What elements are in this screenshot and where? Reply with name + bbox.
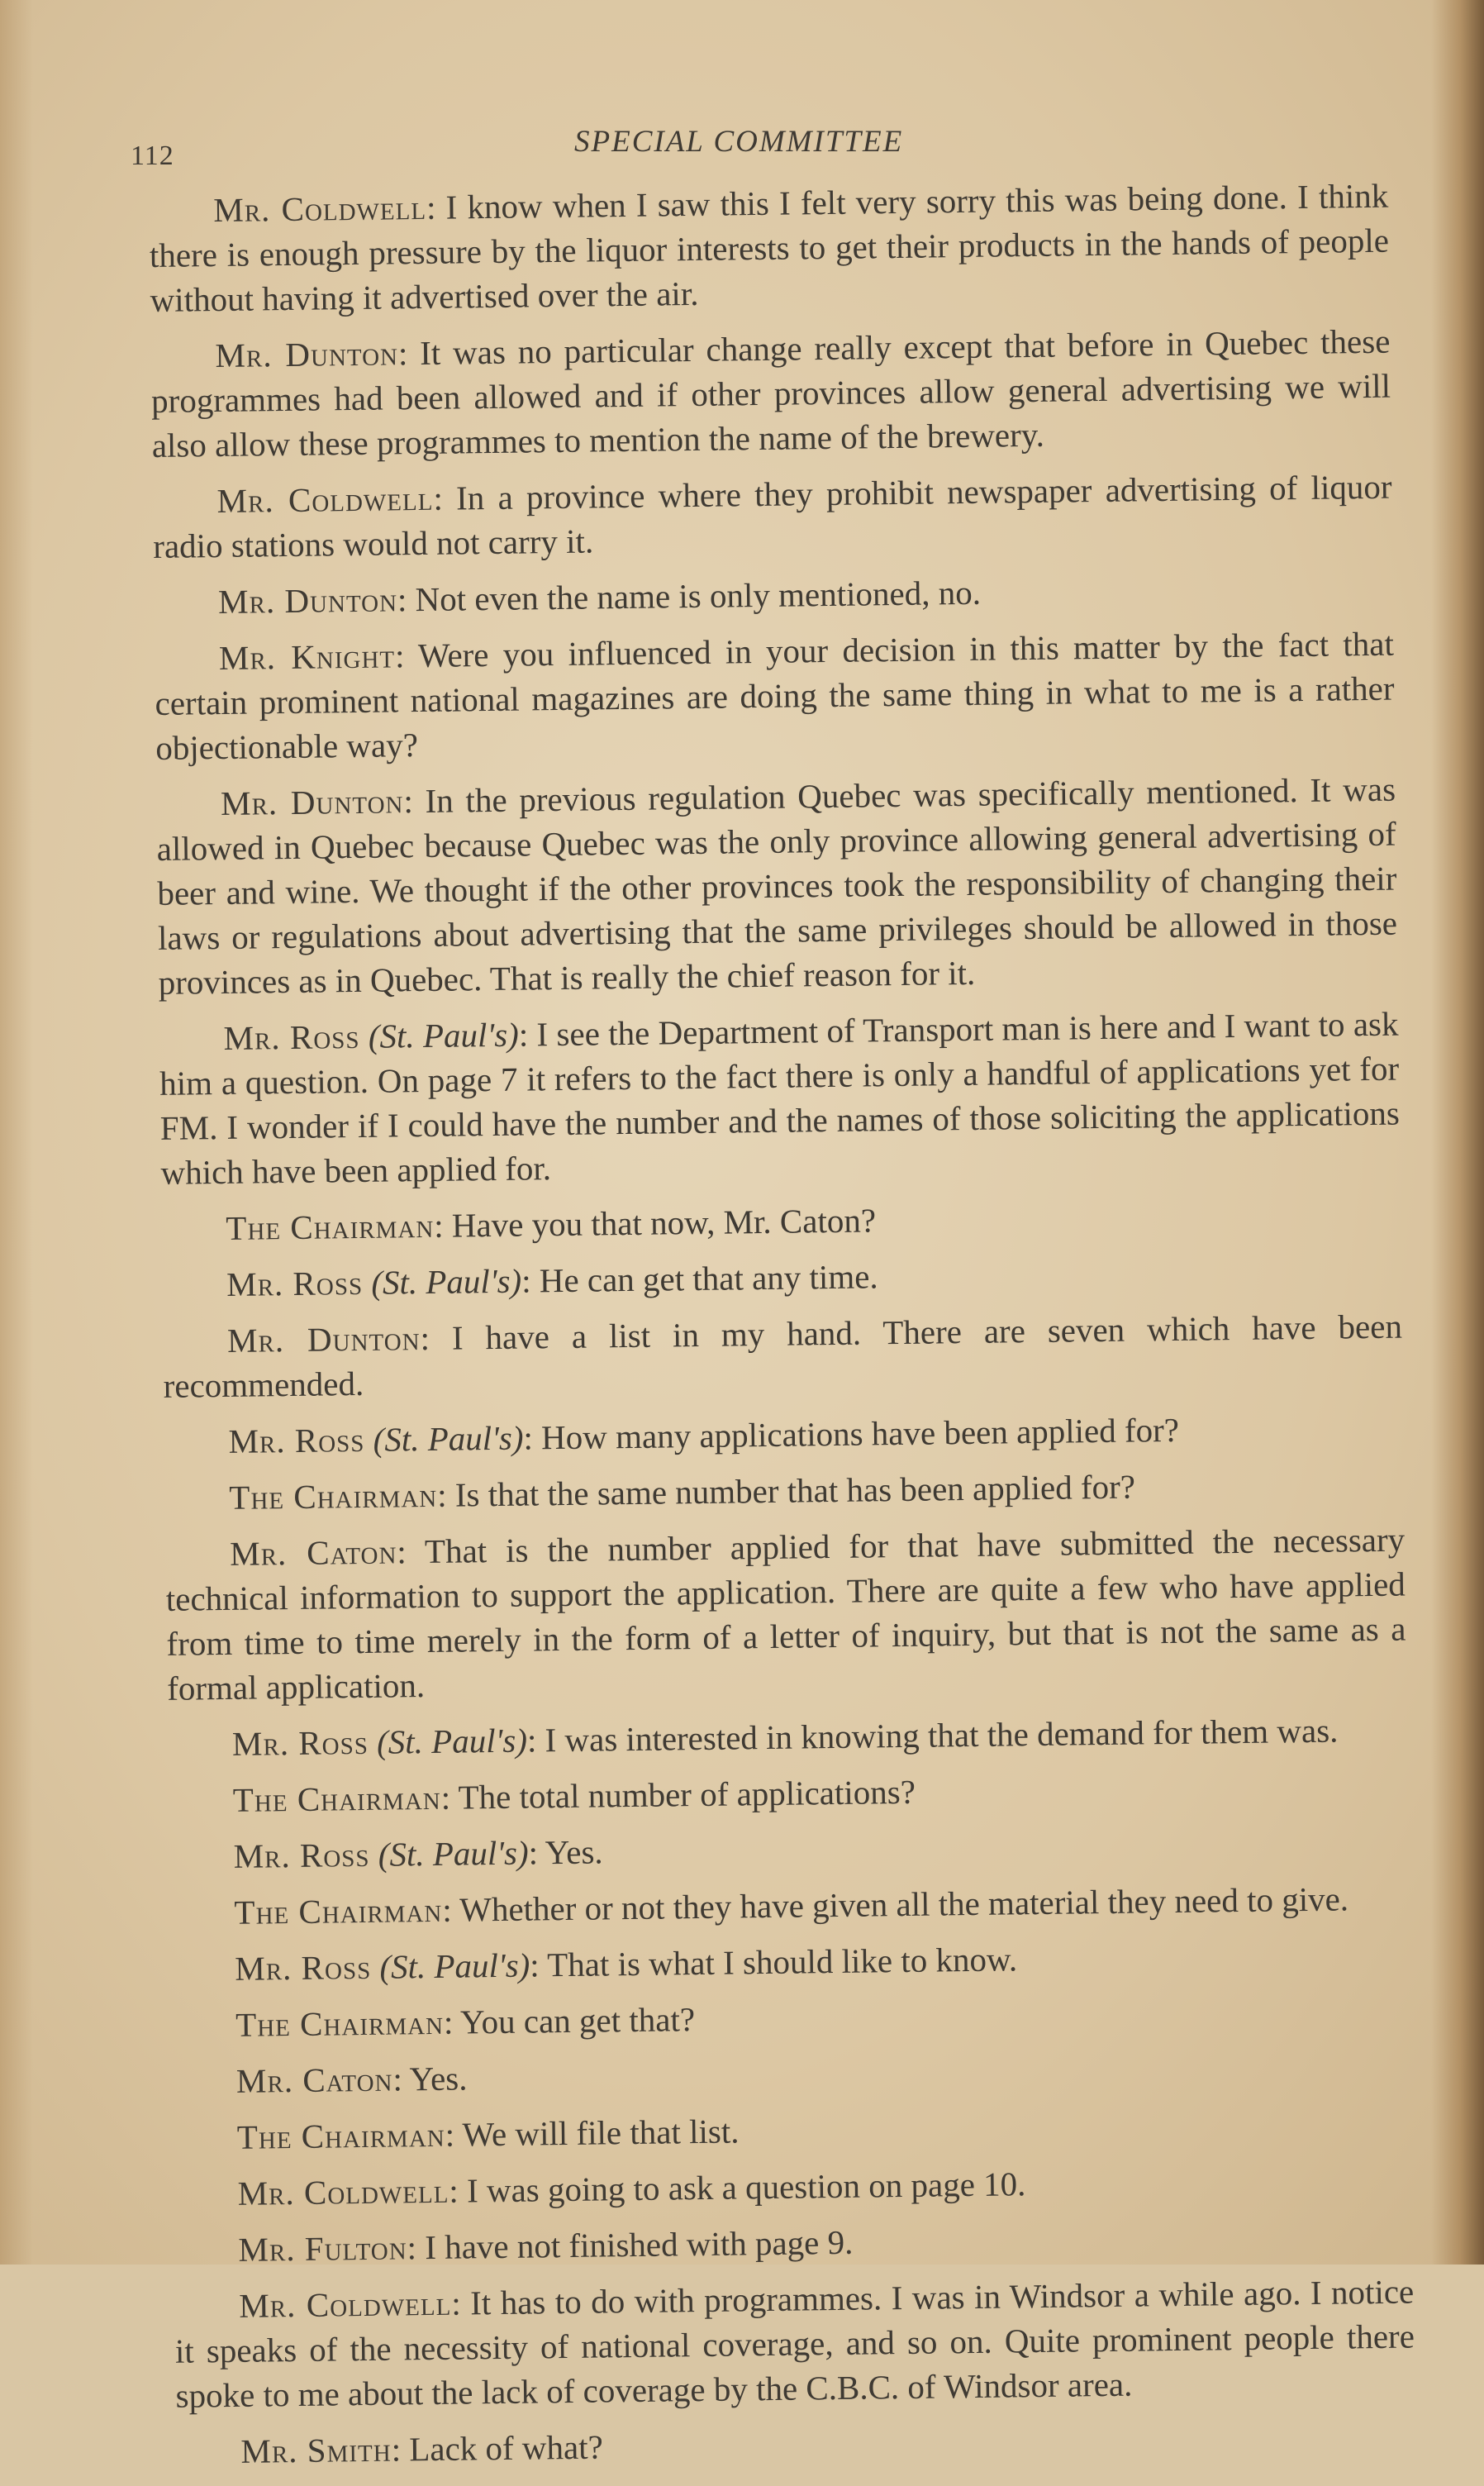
speech-text: I see the Department of Transport man is here and I want to ask him a question. On page 7 it refers to the fact there is only a handful of applications yet for FM. I wonder if I could have the number and the names of those soliciting the applications which have been applied for. <box>159 1004 1401 1192</box>
speaker-name: Mr. Coldwell <box>239 2284 452 2325</box>
speech-text: That is the number applied for that have submitted the necessary technical information to support the application. There are quite a few who have applied from time to time merely in the form of a letter of inquiry, but that is not the same as a formal application. <box>165 1520 1406 1707</box>
speaker-name: Mr. Coldwell <box>237 2171 449 2212</box>
speech-text: Were you influenced in your decision in this matter by the fact that certain prominent national magazines are doing the same thing in what to me is a rather objectionable way? <box>155 624 1395 767</box>
speaker-name: Mr. Caton <box>229 1532 397 1573</box>
speaker-name: Mr. Dunton <box>220 782 404 822</box>
transcript-paragraph: Mr. Ross (St. Paul's): He can get that any time. <box>226 1257 878 1303</box>
page-number: 112 <box>131 140 174 171</box>
speaker-name: Mr. Caton <box>235 2060 393 2100</box>
speech-text: I was going to ask a question on page 10. <box>466 2165 1026 2210</box>
speech-text: Yes. <box>545 1832 603 1872</box>
speaker-name: Mr. Ross <box>228 1420 365 1460</box>
speaker-constituency: (St. Paul's) <box>368 1015 520 1055</box>
speech-text: In a province where they prohibit newspaper advertising of liquor radio stations would not carry it. <box>153 467 1392 565</box>
transcript-paragraph: Mr. Ross (St. Paul's): I see the Department of Transport man is here and I want to ask him a question. On page 7 it refers to the fact there is only a handful of applications yet for FM. I wonder if I could have the number and the names of those soliciting the applications which have been applied for. <box>159 1004 1401 1192</box>
speaker-name: Mr. Ross <box>223 1017 360 1057</box>
transcript-paragraph: The Chairman: Whether or not they have given all the material they need to give. <box>234 1879 1349 1931</box>
transcript-paragraph: The Chairman: Have you that now, Mr. Caton? <box>226 1201 877 1247</box>
speaker-name: Mr. Dunton <box>226 1319 421 1360</box>
speaker-constituency: (St. Paul's) <box>371 1261 522 1302</box>
speaker-name: The Chairman <box>234 1890 443 1931</box>
speech-text: We will file that list. <box>462 2112 740 2154</box>
transcript-paragraph: Mr. Knight: Were you influenced in your decision in this matter by the fact that certain prominent national magazines are doing the same thing in what to me is a rather objectionable way? <box>155 624 1395 767</box>
speech-text: How many applications have been applied for? <box>540 1410 1180 1457</box>
speech-text: The total number of applications? <box>458 1772 916 1817</box>
transcript-paragraph: Mr. Ross (St. Paul's): How many applications have been applied for? <box>228 1410 1180 1460</box>
speech-text: It has to do with programmes. I was in Windsor a while ago. I notice it speaks of the necessity of national coverage, and so on. Quite prominent people there spoke to me about the lack of coverage by the C.B.C. of Windsor area. <box>174 2272 1415 2415</box>
speech-text: Whether or not they have given all the material they need to give. <box>459 1879 1349 1929</box>
transcript-paragraph: Mr. Dunton: In the previous regulation Quebec was specifically mentioned. It was allowed in Quebec because Quebec was the only province allowing general advertising of beer and wine. We thought if the other provinces took the responsibility of changing their laws or regulations about advertising that the same privileges should be allowed in those provinces as in Quebec. That is really the chief reason for it. <box>156 769 1398 1002</box>
transcript-paragraph: Mr. Coldwell: I was going to ask a question on page 10. <box>237 2165 1026 2212</box>
speaker-name: The Chairman <box>235 2003 445 2044</box>
transcript-paragraph: Mr. Coldwell: In a province where they prohibit newspaper advertising of liquor radio stations would not carry it. <box>153 467 1392 565</box>
transcript-paragraph: Mr. Coldwell: It has to do with programmes. I was in Windsor a while ago. I notice it speaks of the necessity of national coverage, and so on. Quite prominent people there spoke to me about the lack of coverage by the C.B.C. of Windsor area. <box>174 2272 1415 2415</box>
transcript-paragraph: Mr. Dunton: It was no particular change really except that before in Quebec these programmes had been allowed and if other provinces allow general advertising we will also allow these programmes to mention the name of the brewery. <box>150 321 1391 464</box>
page-edge-shadow-left <box>0 0 33 2265</box>
transcript-paragraph: Mr. Smith: Lack of what? <box>240 2427 604 2470</box>
speaker-name: Mr. Coldwell <box>216 479 434 521</box>
speech-text: I know when I saw this I felt very sorry this was being done. I think there is enough pressure by the liquor interests to get their products in the hands of people without having it advertised over the air. <box>149 176 1390 319</box>
speech-text: I have not finished with page 9. <box>425 2222 854 2267</box>
transcript-paragraph: The Chairman: You can get that? <box>235 2000 696 2044</box>
speech-text: I have a list in my hand. There are seven which have been recommended. <box>163 1307 1403 1405</box>
speaker-constituency: (St. Paul's) <box>373 1418 524 1459</box>
speaker-name: Mr. Smith <box>240 2430 392 2470</box>
speaker-name: Mr. Fulton <box>238 2228 407 2269</box>
speech-text: In the previous regulation Quebec was specifically mentioned. It was allowed in Quebec because Quebec was the only province allowing general advertising of beer and wine. We thought if the other provinces took the responsibility of changing their laws or regulations about advertising that the same privileges should be allowed in those provinces as in Quebec. That is really the chief reason for it. <box>156 769 1398 1002</box>
speech-text: Is that the same number that has been applied for? <box>454 1467 1136 1514</box>
transcript-paragraph: Mr. Ross (St. Paul's): That is what I should like to know. <box>235 1940 1018 1988</box>
page-header <box>124 124 1405 174</box>
speaker-name: Mr. Ross <box>235 1947 372 1988</box>
speech-text: Have you that now, Mr. Caton? <box>451 1201 877 1245</box>
transcript-paragraph: The Chairman: We will file that list. <box>236 2112 740 2156</box>
transcript-paragraph: The Chairman: The total number of applications? <box>232 1772 916 1819</box>
transcript-paragraph: The Chairman: Is that the same number that has been applied for? <box>229 1467 1136 1517</box>
transcript-paragraph: Mr. Fulton: I have not finished with page 9. <box>238 2222 854 2269</box>
speech-text: It was no particular change really except that before in Quebec these programmes had been allowed and if other provinces allow general advertising we will also allow these programmes to mention the name of the brewery. <box>150 321 1391 464</box>
speaker-name: The Chairman <box>236 2115 445 2156</box>
speaker-name: Mr. Knight <box>218 636 396 678</box>
speech-text: Yes. <box>409 2059 468 2098</box>
running-title: SPECIAL COMMITTEE <box>574 125 904 159</box>
speaker-name: Mr. Ross <box>233 1835 370 1875</box>
speaker-name: The Chairman <box>226 1206 435 1247</box>
speech-text: Not even the name is only mentioned, no. <box>415 573 982 619</box>
speaker-name: Mr. Dunton <box>217 580 398 622</box>
speaker-constituency: (St. Paul's) <box>379 1945 530 1986</box>
speech-text: That is what I should like to know. <box>546 1940 1018 1984</box>
speaker-name: Mr. Ross <box>231 1722 369 1763</box>
transcript-paragraph: Mr. Coldwell: I know when I saw this I felt very sorry this was being done. I think there is enough pressure by the liquor interests to get their products in the hands of people without having it advertised over the air. <box>149 176 1390 319</box>
speaker-name: Mr. Dunton <box>215 334 399 375</box>
transcript-body <box>149 174 1416 2486</box>
speech-text: He can get that any time. <box>539 1257 878 1300</box>
speech-text: You can get that? <box>459 2000 696 2041</box>
transcript-paragraph: Mr. Dunton: I have a list in my hand. There are seven which have been recommended. <box>163 1307 1403 1405</box>
speaker-name: The Chairman <box>232 1778 441 1819</box>
speech-text: Lack of what? <box>409 2427 604 2469</box>
speaker-name: The Chairman <box>229 1475 438 1517</box>
transcript-paragraph: Mr. Caton: Yes. <box>235 2059 468 2100</box>
speaker-name: Mr. Ross <box>226 1263 364 1303</box>
speaker-constituency: (St. Paul's) <box>376 1721 528 1761</box>
transcript-paragraph: Mr. Ross (St. Paul's): I was interested in knowing that the demand for them was. <box>231 1711 1339 1763</box>
speaker-constituency: (St. Paul's) <box>378 1833 529 1874</box>
page-edge-shadow-right <box>1431 0 1484 2265</box>
speaker-name: Mr. Coldwell <box>213 188 427 230</box>
transcript-paragraph: Mr. Dunton: Not even the name is only mentioned, no. <box>217 573 982 622</box>
transcript-paragraph: Mr. Caton: That is the number applied for that have submitted the necessary technical information to support the application. There are quite a few who have applied from time to time merely in the form of a letter of inquiry, but that is not the same as a formal application. <box>165 1520 1406 1707</box>
transcript-paragraph: Mr. Ross (St. Paul's): Yes. <box>233 1832 603 1875</box>
speech-text: I was interested in knowing that the demand for them was. <box>545 1711 1339 1760</box>
